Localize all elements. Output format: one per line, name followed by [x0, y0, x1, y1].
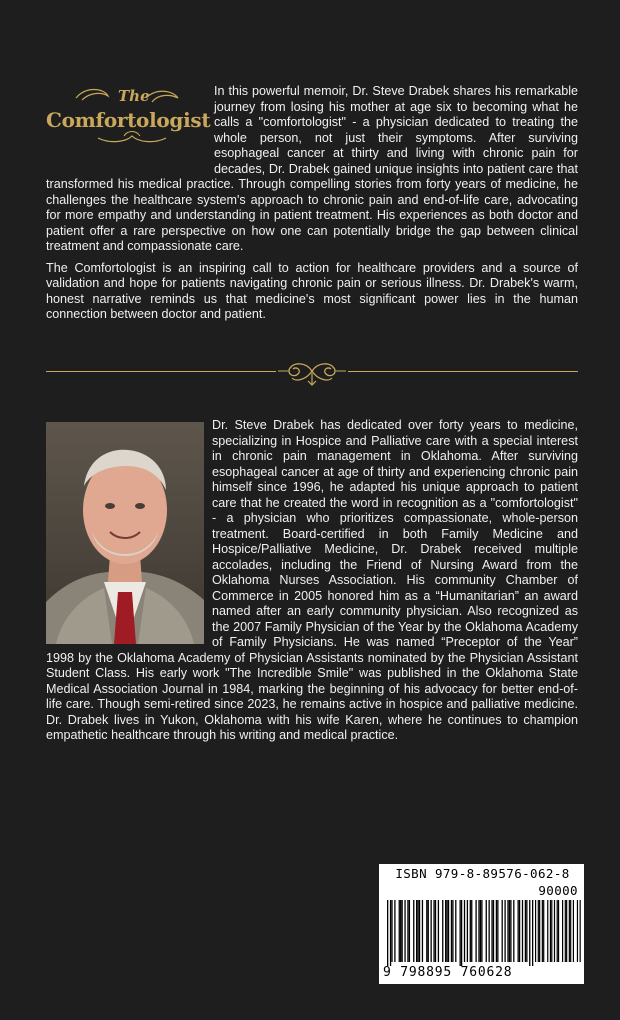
- barcode-bar: [426, 900, 427, 962]
- barcode-bar: [481, 900, 482, 962]
- barcode-bar: [471, 900, 472, 962]
- barcode-bar: [428, 900, 429, 962]
- barcode-bar: [518, 900, 519, 962]
- addon-bar: [569, 900, 570, 962]
- addon-bar: [542, 900, 543, 962]
- ornamental-divider: [46, 354, 578, 390]
- isbn-label: ISBN 979-8-89576-062-8: [395, 866, 570, 881]
- barcode-bar: [446, 900, 447, 962]
- comfortologist-logo: [46, 84, 210, 148]
- description-paragraph-2: The Comfortologist is an inspiring call to action for healthcare providers and a source of validation and hope for patients navigating chronic pain or serious illness. Dr. Drabek's warm, honest narrative reminds us that medicine's most significant power lies in the human connection between doctor and patient.: [46, 260, 578, 321]
- author-photo: [46, 422, 204, 644]
- author-portrait-icon: [46, 422, 204, 644]
- barcode-bar: [502, 900, 503, 962]
- barcode-bar: [404, 900, 405, 962]
- barcode-bar: [448, 900, 449, 962]
- addon-bar: [580, 900, 581, 962]
- barcode-bar: [394, 900, 395, 962]
- barcode-bar: [522, 900, 523, 962]
- barcode-bar: [442, 900, 443, 962]
- barcode-bar: [493, 900, 494, 962]
- barcode-bar: [519, 900, 520, 962]
- addon-bar: [539, 900, 540, 962]
- flourish-ornament-icon: [276, 354, 348, 390]
- barcode-bar: [445, 900, 446, 962]
- barcode-bar: [504, 900, 505, 962]
- addon-bar: [538, 900, 539, 962]
- barcode-bar: [478, 900, 479, 962]
- addon-bar: [562, 900, 563, 962]
- barcode-bar: [496, 900, 497, 962]
- barcode-bar: [467, 900, 468, 962]
- barcode-bar: [489, 900, 490, 962]
- barcode-bar: [529, 900, 530, 966]
- barcode-bar: [399, 900, 400, 962]
- addon-bar: [543, 900, 544, 962]
- addon-bar: [551, 900, 552, 962]
- addon-bar: [577, 900, 578, 962]
- addon-bar: [547, 900, 548, 962]
- barcode-bar: [452, 900, 453, 962]
- isbn-barcode: [379, 864, 584, 984]
- addon-bar: [554, 900, 555, 962]
- barcode-bar: [461, 900, 462, 966]
- logo-the-text: The: [118, 87, 150, 105]
- barcode-bar: [387, 900, 388, 966]
- addon-bar: [565, 900, 566, 962]
- barcode-bar: [491, 900, 492, 962]
- barcode-bar: [464, 900, 465, 962]
- barcode-bar: [402, 900, 403, 962]
- author-bio: [46, 418, 578, 744]
- addon-bar: [566, 900, 567, 962]
- barcode-bar: [422, 900, 423, 962]
- barcode-bar: [390, 900, 391, 966]
- addon-bar: [550, 900, 551, 962]
- barcode-bar: [451, 900, 452, 962]
- barcode-bar: [513, 900, 514, 962]
- barcode-bar: [433, 900, 434, 962]
- barcode-bar: [435, 900, 436, 962]
- barcode-bar: [507, 900, 508, 962]
- addon-bar: [570, 900, 571, 962]
- price-code: 90000: [538, 883, 578, 898]
- addon-bar: [535, 900, 536, 962]
- addon-bar: [557, 900, 558, 962]
- author-bio-text: Dr. Steve Drabek has dedicated over forty years to medicine, specializing in Hospice and Palliative care with a special interest in chronic pain management in Oklahoma. After surviving esophageal cancer at age of thirty and experiencing chronic pain himself since 1996, he adapted his unique approach to patient care that he created the word in recognition as a "comfortologist" - a physician who prioritizes compassionate, whole-person treatment. Board-certified in both Family Medicine and Hospice/Palliative Medicine, Dr. Drabek received multiple accolades, including the Friend of Nursing Award from the Oklahoma Nurses Association. His community Chamber of Commerce in 2005 honored him as a “Humanitarian” an award named after an early community physician. Also recognized as the 2007 Family Physician of the Year by the Oklahoma Academy of Family Physicians. He was named “Preceptor of the Year” 1998 by the Oklahoma Academy of Physician Assistants nominated by the Physician Assistant Student Class. His early work "The Incredible Smile" was published in the Oklahoma State Medical Association Journal in 1984, marking the beginning of his advocacy for better end-of-life care. Though semi-retired since 2023, he remains active in hospice and palliative medicine. Dr. Drabek lives in Yukon, Oklahoma with his wife Karen, where he continues to champion empathetic healthcare through his writing and medical practice.: [46, 418, 578, 742]
- barcode-bar: [400, 900, 401, 962]
- ean-digits: 9 798895 760628: [383, 965, 513, 980]
- barcode-bar: [416, 900, 417, 962]
- barcode-bar: [417, 900, 418, 962]
- barcode-bar: [525, 900, 526, 962]
- barcode-bar: [532, 900, 533, 966]
- barcode-bar: [409, 900, 410, 962]
- barcode-bar: [413, 900, 414, 962]
- addon-bar: [558, 900, 559, 962]
- divider-line-right: [348, 371, 578, 372]
- barcode-bar: [419, 900, 420, 962]
- barcode-bar: [526, 900, 527, 962]
- barcode-bar: [460, 900, 461, 966]
- barcode-bar: [497, 900, 498, 962]
- barcode-bar: [470, 900, 471, 962]
- logo-title-text: Comfortologist: [46, 108, 211, 132]
- divider-line-left: [46, 371, 276, 372]
- addon-bar: [573, 900, 574, 962]
- barcode-bar: [510, 900, 511, 962]
- barcode-bar: [486, 900, 487, 962]
- barcode-bar: [480, 900, 481, 962]
- barcode-bar: [455, 900, 456, 962]
- barcode-bar: [391, 900, 392, 962]
- barcode-bar: [475, 900, 476, 962]
- barcode-bar: [407, 900, 408, 962]
- description-paragraph-1: In this powerful memoir, Dr. Steve Drabek shares his remarkable journey from losing his mother at age six to becoming what he calls a "comfortologist" - a physician dedicated to treating the whole person, not just their symptoms. After surviving esophageal cancer at thirty and living with chronic pain for decades, Dr. Drabek gained unique insights into patient care that transformed his medical practice. Through compelling stories from forty years of medicine, he challenges the healthcare system's approach to chronic pain and end-of-life care, advocating for more empathy and understanding in patient treatment. His experiences as both doctor and patient offer a rare perspective on how one can potentially bridge the gap between clinical treatment and compassionate care.: [46, 84, 578, 253]
- barcode-bar: [431, 900, 432, 962]
- barcode-bar: [509, 900, 510, 962]
- barcode-bar: [438, 900, 439, 962]
